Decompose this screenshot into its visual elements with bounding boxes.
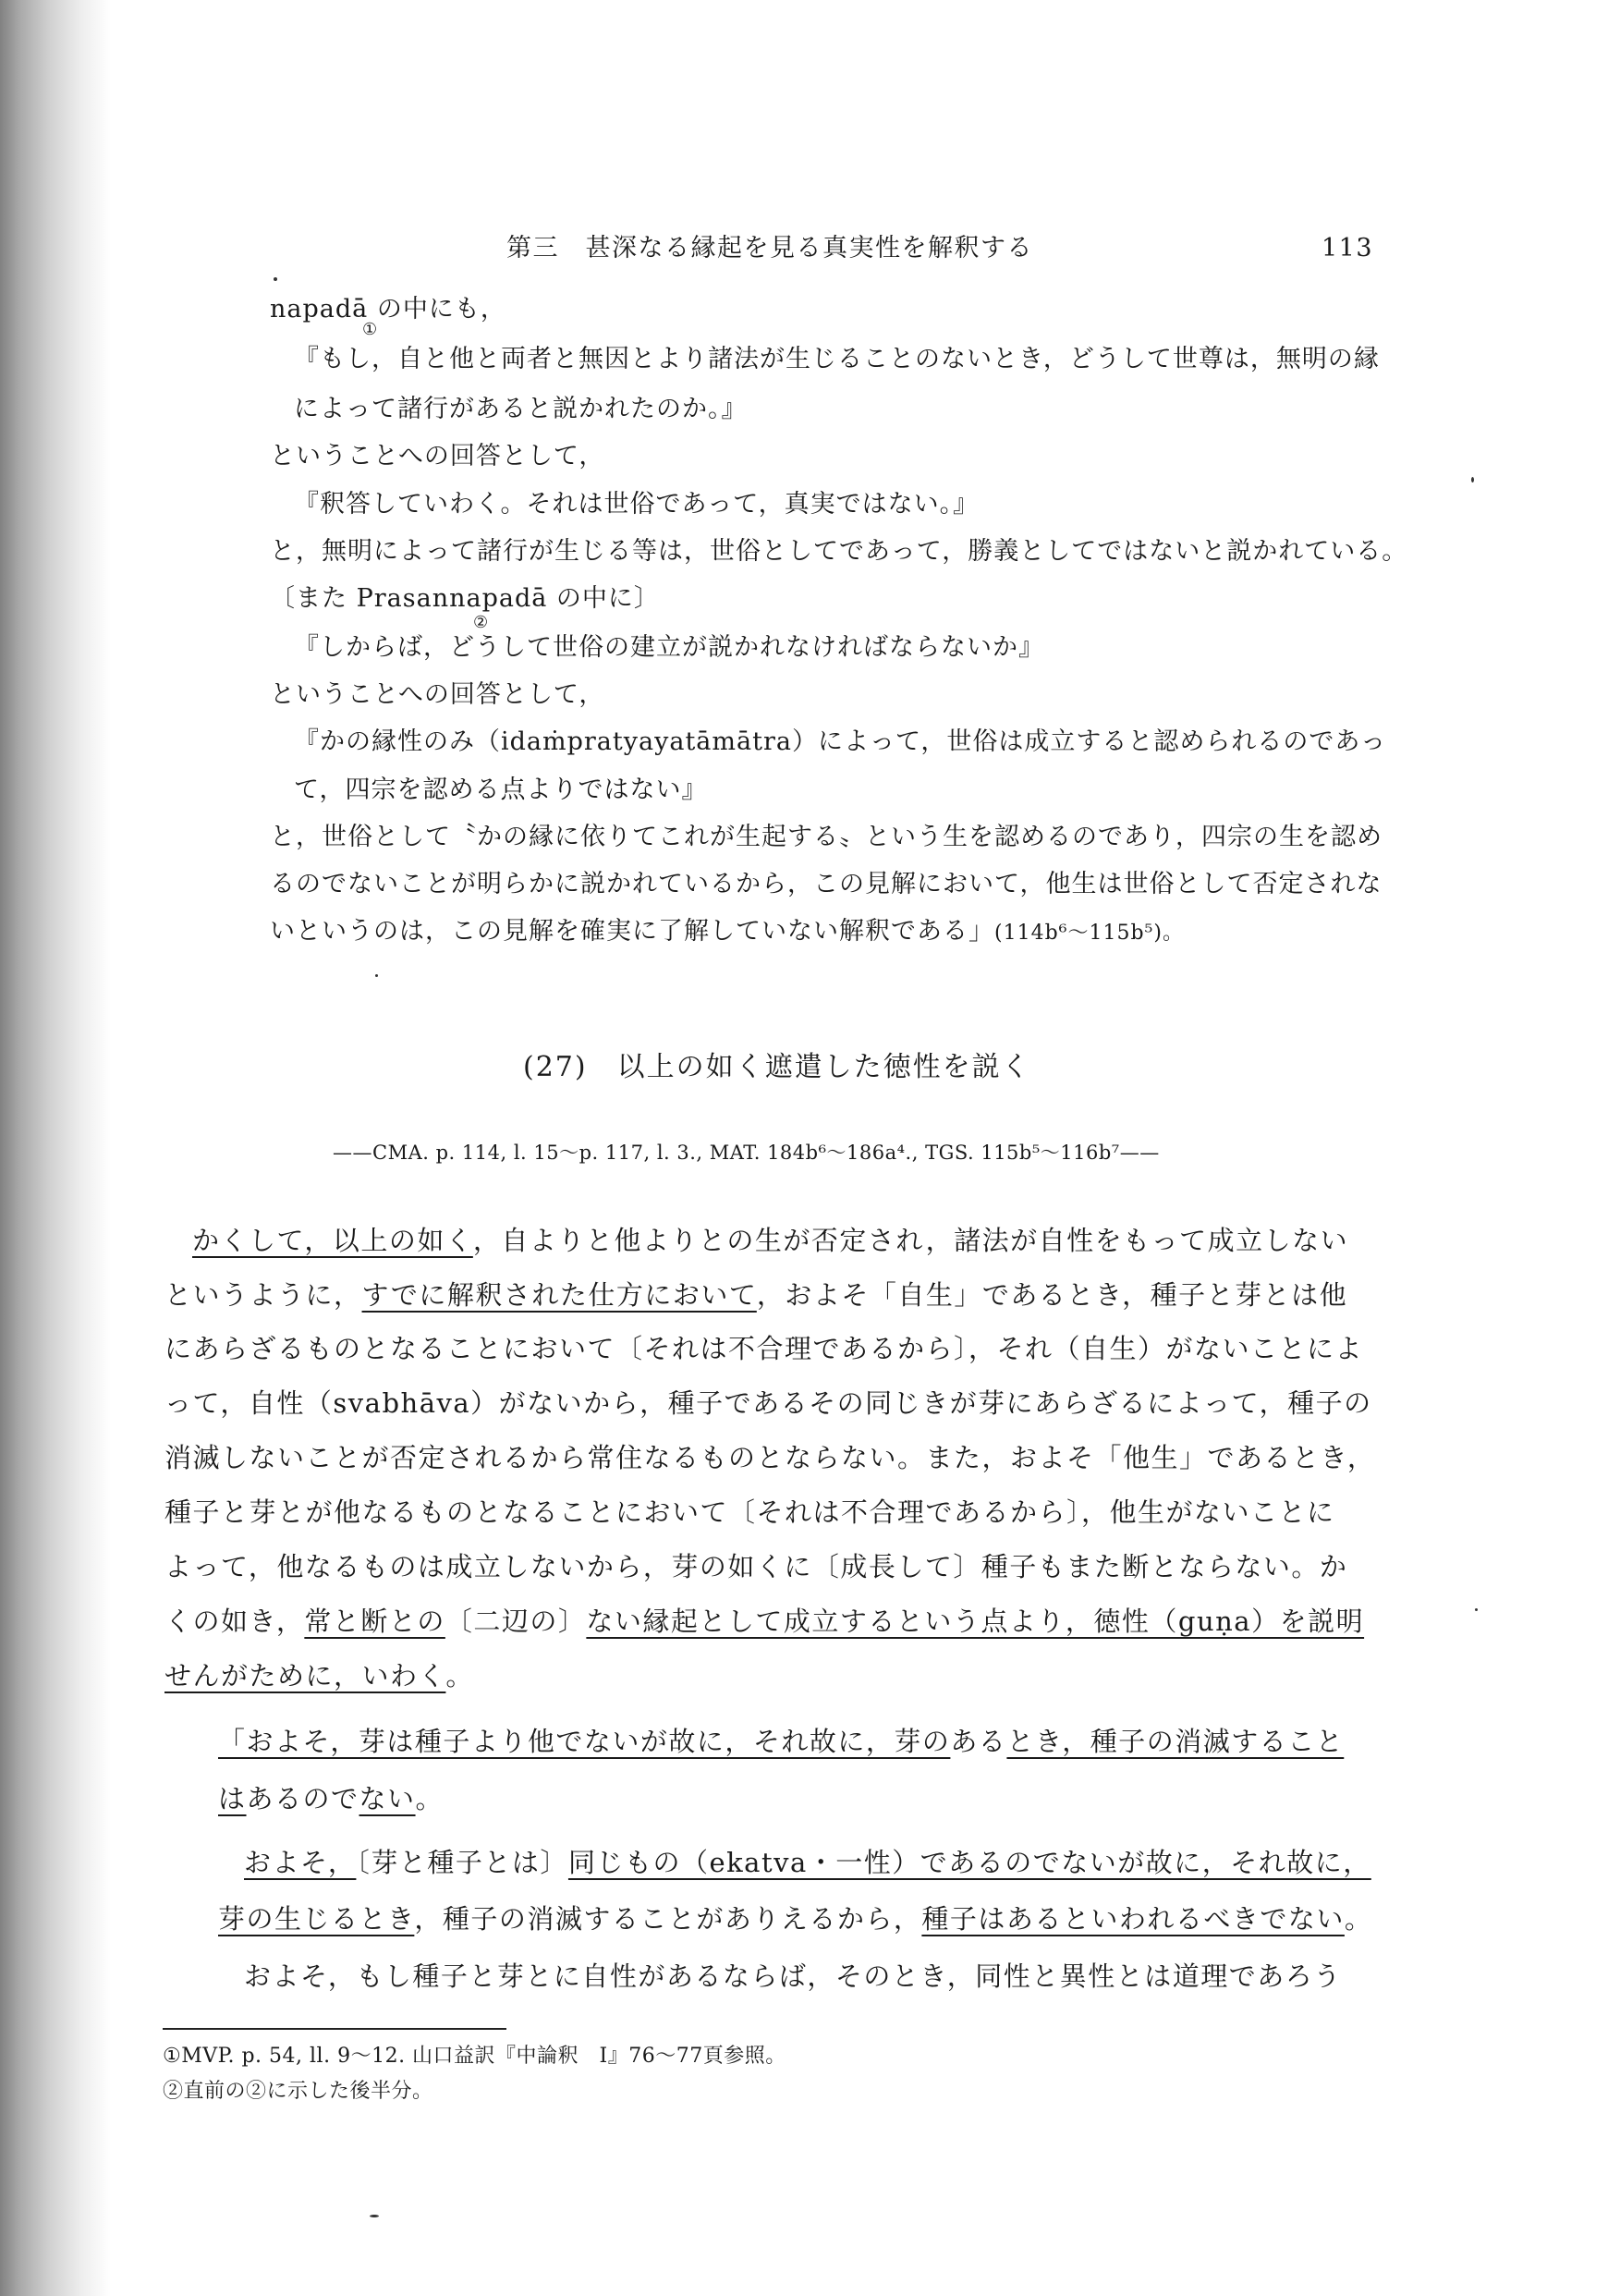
text-span: というように， [164,1279,362,1311]
scan-speck [1475,1608,1478,1611]
text-span: 。 [1344,1903,1373,1935]
underlined-span: かくして，以上の如く [192,1225,473,1256]
text-line: 『釈答していわく。それは世俗であって，真実ではない。』 [294,490,980,519]
text-span: 。 [445,1660,474,1691]
body-line [218,1902,1372,1936]
underlined-span: とき，種子の消滅すること [1006,1726,1345,1757]
text-line: 『かの縁性のみ（idaṁpratyayatāmātra）によって，世俗は成立すると認められるのであっ [294,727,1387,756]
text-line: 『もし，自と他と両者と無因とより諸法が生じることのないとき，どうして世尊は，無明の縁 [294,345,1380,373]
text-line: napadā の中にも， [270,295,506,324]
text-span: ，種子の消滅することがありえるから， [414,1903,922,1935]
scan-speck [370,2215,379,2217]
text-span: あるので [246,1783,359,1814]
underlined-span: ない [359,1783,416,1814]
underlined-span: 「およそ，芽は種子より他でないが故に，それ故に，芽の [218,1726,951,1757]
body-line [164,1278,1347,1312]
footnote-marker-2: ② [473,613,489,632]
text-span: くの如き， [164,1606,305,1637]
text-span: 〔芽と種子とは〕 [356,1847,568,1878]
text-span: 〔二辺の〕 [445,1606,587,1637]
body-line [244,1846,1371,1879]
body-line [218,1782,444,1815]
text-span: ，自よりと他よりとの生が否定され，諸法が自性をもって成立しない [472,1225,1349,1256]
text-line: ということへの回答として， [270,442,605,470]
underlined-span: せんがために，いわく [164,1660,446,1691]
body-line [164,1659,474,1692]
text-span: 。 [415,1783,445,1814]
body-line [192,1224,1348,1257]
scan-speck [375,974,378,977]
section-source: ——CMA. p. 114, l. 15～p. 117, l. 3., MAT. 184b⁶～186a⁴., TGS. 115b⁵～116b⁷—— [333,1142,1160,1164]
text-line: によって諸行があると説かれたのか。』 [294,395,748,423]
text-line: るのでないことが明らかに説かれているから，この見解において，他生は世俗として否定されな [270,870,1382,898]
underlined-span: ない縁起として成立するという点より，徳性（guṇa）を説明 [586,1606,1365,1637]
footnote-rule [163,2028,506,2030]
scan-speck [274,277,277,281]
section-heading: (27) 以上の如く遮遣した徳性を説く [523,1051,1031,1083]
footnote-1: ①MVP. p. 54, ll. 9～12. 山口益訳『中論釈 Ⅰ』76～77頁参照。 [163,2045,786,2068]
underlined-span: およそ， [244,1847,357,1878]
text-line: と，無明によって諸行が生じる等は，世俗としてであって，勝義としてではないと説かれている。 [270,537,1408,566]
citation-ref: (114b⁶～115b⁵)。 [994,922,1184,945]
running-header-title: 第三 甚深なる縁起を見る真実性を解釈する [506,234,1033,263]
text-line: 〔また Prasannapadā の中に〕 [270,584,660,613]
text-span: いというのは，この見解を確実に了解していない解釈である」 [270,917,994,946]
underlined-span: とき [359,1903,415,1935]
text-line: ということへの回答として， [270,680,605,709]
scan-speck [1471,477,1474,482]
body-line [218,1725,1344,1758]
text-span: ，およそ「自生」であるとき，種子と芽とは他 [756,1279,1348,1311]
body-line: 消滅しないことが否定されるから常住なるものとならない。また，およそ「他生」であるとき， [164,1442,1376,1473]
underlined-span: 常と断との [304,1606,445,1637]
text-line [270,916,1184,949]
footnote-2: ②直前の②に示した後半分。 [163,2080,433,2103]
footnote-marker-1: ① [362,320,378,339]
page-number: 113 [1322,234,1374,263]
underlined-span: すでに解釈された仕方において [361,1279,757,1311]
body-line: にあらざるものとなることにおいて〔それは不合理であるから〕，それ（自生）がないことによ [164,1333,1364,1364]
text-line: と，世俗として〝かの縁に依りてこれが生起する〟という生を認めるのであり，四宗の生を認め [270,823,1382,851]
body-line: およそ，もし種子と芽とに自性があるならば，そのとき，同性と異性とは道理であろう [244,1960,1342,1992]
underlined-span: 芽の生じる [218,1903,359,1935]
scan-shadow-edge [0,0,111,2296]
body-line: よって，他なるものは成立しないから，芽の如くに〔成長して〕種子もまた断とならない。か [164,1551,1348,1582]
text-line: て，四宗を認める点よりではない』 [294,776,708,804]
underlined-span: 種子はあるといわれるべきでない [921,1903,1345,1935]
body-line [164,1605,1364,1638]
text-span: ある [950,1726,1007,1757]
underlined-span: は [218,1783,247,1814]
body-line: 種子と芽とが他なるものとなることにおいて〔それは不合理であるから〕，他生がないことに [164,1496,1335,1528]
text-line: 『しからば，どうして世俗の建立が説かれなければならないか』 [294,633,1044,662]
body-line: って，自性（svabhāva）がないから，種子であるその同じきが芽にあらざるによって，種子の [164,1387,1372,1419]
underlined-span: 同じもの（ekatva・一性）であるのでないが故に，それ故に， [567,1847,1371,1878]
